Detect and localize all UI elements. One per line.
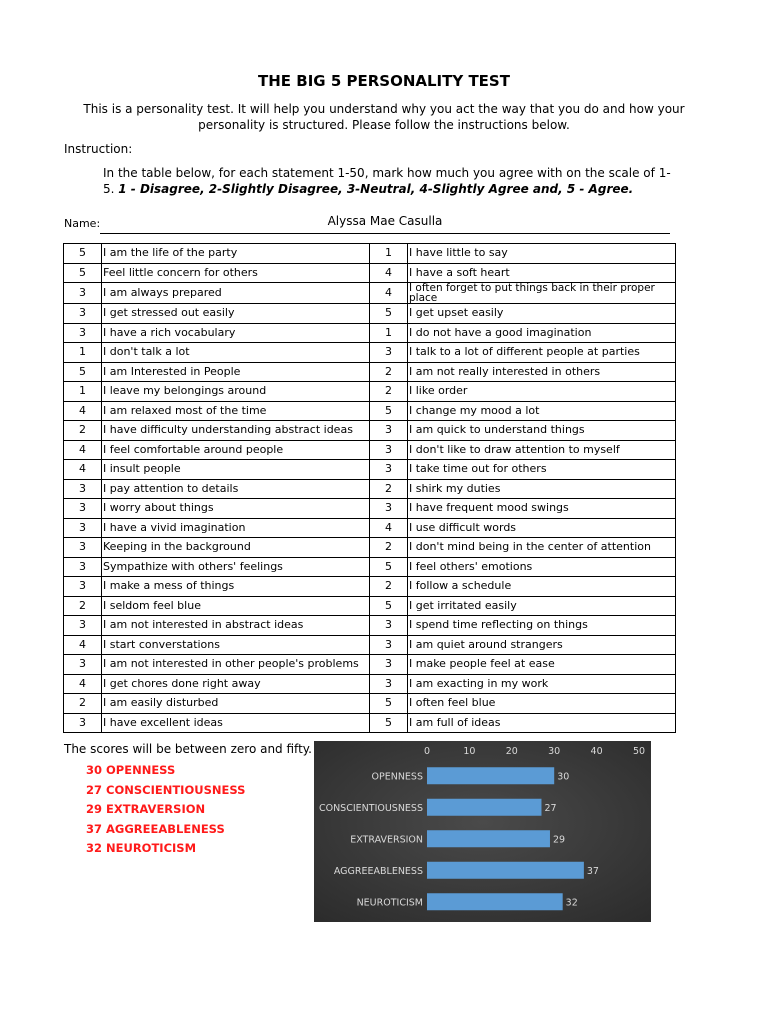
score-cell: 3 [370, 635, 408, 655]
statement-cell: I follow a schedule [408, 577, 676, 597]
table-row [64, 421, 676, 441]
score-cell: 3 [370, 655, 408, 675]
table-row [64, 440, 676, 460]
statement-cell: I start converstations [102, 635, 370, 655]
statement-cell: I often forget to put things back in their proper place [408, 283, 676, 304]
statement-cell: I do not have a good imagination [408, 323, 676, 343]
statement-cell: I am the life of the party [102, 244, 370, 264]
statement-cell: I change my mood a lot [408, 401, 676, 421]
table-row [64, 283, 676, 304]
statement-cell: I have frequent mood swings [408, 499, 676, 519]
statement-cell: I get upset easily [408, 304, 676, 324]
score-cell: 3 [370, 343, 408, 363]
score-cell: 4 [64, 635, 102, 655]
score-cell: 3 [64, 616, 102, 636]
statement-cell: I take time out for others [408, 460, 676, 480]
tick-label: 10 [463, 746, 476, 757]
statement-cell: I get stressed out easily [102, 304, 370, 324]
table-row [64, 635, 676, 655]
score-cell: 4 [64, 401, 102, 421]
table-row [64, 479, 676, 499]
statement-cell: I am always prepared [102, 283, 370, 304]
table-row [64, 401, 676, 421]
score-neuroticism: 32 NEUROTICISM [86, 841, 197, 855]
statement-cell: I don't like to draw attention to myself [408, 440, 676, 460]
statement-cell: I feel comfortable around people [102, 440, 370, 460]
score-cell: 3 [370, 440, 408, 460]
statement-cell: I have little to say [408, 244, 676, 264]
score-extraversion: 29 EXTRAVERSION [86, 802, 206, 816]
score-cell: 3 [64, 557, 102, 577]
table-row [64, 694, 676, 714]
statement-cell: I am not really interested in others [408, 362, 676, 382]
score-cell: 5 [64, 244, 102, 264]
statement-cell: I am Interested in People [102, 362, 370, 382]
statement-cell: I am quick to understand things [408, 421, 676, 441]
statement-cell: I am relaxed most of the time [102, 401, 370, 421]
statement-cell: I get chores done right away [102, 674, 370, 694]
chart-svg [314, 741, 651, 922]
table-row [64, 557, 676, 577]
score-cell: 3 [64, 499, 102, 519]
score-cell: 4 [64, 674, 102, 694]
statement-cell: I have a vivid imagination [102, 518, 370, 538]
table-row [64, 382, 676, 402]
table-row [64, 674, 676, 694]
score-cell: 4 [370, 518, 408, 538]
statement-cell: I make a mess of things [102, 577, 370, 597]
statement-cell: I use difficult words [408, 518, 676, 538]
scores-note: The scores will be between zero and fifty. [64, 742, 312, 756]
score-cell: 3 [64, 655, 102, 675]
tick-label: 20 [505, 746, 518, 757]
score-cell: 3 [370, 460, 408, 480]
statement-cell: I spend time reflecting on things [408, 616, 676, 636]
score-cell: 5 [64, 362, 102, 382]
score-cell: 3 [64, 538, 102, 558]
score-cell: 1 [370, 244, 408, 264]
data-label: 37 [586, 865, 599, 877]
bar [427, 767, 554, 784]
table-row [64, 244, 676, 264]
tick-label: 50 [632, 746, 646, 757]
statement-cell: I am exacting in my work [408, 674, 676, 694]
name-label: Name: [64, 217, 101, 230]
statement-cell: I have a soft heart [408, 263, 676, 283]
tick-label: 30 [548, 746, 561, 757]
instruction-body: In the table below, for each statement 1-50, mark how much you agree with on the scale of 1-5. [103, 166, 671, 196]
score-cell: 1 [64, 343, 102, 363]
statement-cell: I am not interested in other people's problems [102, 655, 370, 675]
statement-cell: Feel little concern for others [102, 263, 370, 283]
bar [427, 830, 550, 847]
statement-cell: Keeping in the background [102, 538, 370, 558]
score-cell: 4 [64, 440, 102, 460]
statement-cell: I make people feel at ease [408, 655, 676, 675]
score-cell: 3 [370, 421, 408, 441]
statement-cell: I don't mind being in the center of attention [408, 538, 676, 558]
table-row [64, 577, 676, 597]
statement-cell: I have difficulty understanding abstract ideas [102, 421, 370, 441]
name-field: Alyssa Mae Casulla [100, 214, 670, 234]
table-row [64, 343, 676, 363]
score-cell: 3 [64, 479, 102, 499]
score-cell: 3 [64, 323, 102, 343]
page-title: THE BIG 5 PERSONALITY TEST [258, 72, 510, 90]
statement-cell: I pay attention to details [102, 479, 370, 499]
score-cell: 2 [64, 596, 102, 616]
score-cell: 2 [370, 577, 408, 597]
instruction-text [103, 165, 671, 197]
intro-text: This is a personality test. It will help you understand why you act the way that you do and how your personality is structured. Please follow the instructions below. [83, 102, 685, 132]
bar [427, 862, 584, 879]
score-cell: 5 [370, 713, 408, 733]
score-cell: 5 [370, 694, 408, 714]
category-label: OPENNESS [371, 771, 423, 783]
table-row [64, 518, 676, 538]
tick-label: 40 [590, 746, 603, 757]
bar [427, 893, 563, 910]
table-row [64, 499, 676, 519]
score-cell: 5 [370, 557, 408, 577]
score-cell: 3 [370, 674, 408, 694]
data-label: 30 [557, 771, 570, 783]
scores-list [86, 761, 245, 859]
score-cell: 3 [64, 518, 102, 538]
score-cell: 3 [64, 283, 102, 304]
statement-cell: I am full of ideas [408, 713, 676, 733]
score-cell: 3 [370, 499, 408, 519]
score-cell: 3 [64, 713, 102, 733]
score-cell: 2 [370, 479, 408, 499]
data-label: 27 [544, 802, 557, 814]
table-row [64, 713, 676, 733]
score-cell: 1 [370, 323, 408, 343]
instruction-scale: 1 - Disagree, 2-Slightly Disagree, 3-Neutral, 4-Slightly Agree and, 5 - Agree. [118, 182, 634, 196]
category-label: NEUROTICISM [356, 897, 423, 909]
score-cell: 3 [370, 616, 408, 636]
table-row [64, 538, 676, 558]
statements-table [63, 243, 676, 733]
score-cell: 2 [64, 421, 102, 441]
data-label: 32 [565, 897, 578, 909]
table-row [64, 362, 676, 382]
score-cell: 3 [64, 577, 102, 597]
statement-cell: I talk to a lot of different people at parties [408, 343, 676, 363]
data-label: 29 [552, 834, 566, 846]
statement-cell: I worry about things [102, 499, 370, 519]
statement-cell: I insult people [102, 460, 370, 480]
statement-cell: I like order [408, 382, 676, 402]
statement-cell: I get irritated easily [408, 596, 676, 616]
statement-cell: I have a rich vocabulary [102, 323, 370, 343]
score-conscientiousness: 27 CONSCIENTIOUSNESS [86, 782, 246, 797]
statement-cell: I feel others' emotions [408, 557, 676, 577]
category-label: AGGREEABLENESS [333, 865, 423, 877]
statement-cell: I am not interested in abstract ideas [102, 616, 370, 636]
table-row [64, 263, 676, 283]
score-cell: 5 [64, 263, 102, 283]
table-row [64, 304, 676, 324]
statement-cell: I don't talk a lot [102, 343, 370, 363]
score-cell: 2 [370, 362, 408, 382]
table-row [64, 460, 676, 480]
score-cell: 2 [370, 538, 408, 558]
statement-cell: I leave my belongings around [102, 382, 370, 402]
category-label: CONSCIENTIOUSNESS [318, 802, 423, 814]
score-cell: 4 [370, 263, 408, 283]
score-cell: 1 [64, 382, 102, 402]
table-row [64, 616, 676, 636]
score-cell: 5 [370, 304, 408, 324]
table-row [64, 655, 676, 675]
category-label: EXTRAVERSION [350, 834, 423, 846]
score-cell: 5 [370, 401, 408, 421]
statement-cell: I seldom feel blue [102, 596, 370, 616]
tick-label: 0 [423, 746, 431, 757]
statement-cell: I shirk my duties [408, 479, 676, 499]
statement-cell: I often feel blue [408, 694, 676, 714]
bar [427, 799, 541, 816]
statement-cell: Sympathize with others' feelings [102, 557, 370, 577]
score-cell: 3 [64, 304, 102, 324]
score-cell: 4 [370, 283, 408, 304]
statement-cell: I have excellent ideas [102, 713, 370, 733]
score-openness: 30 OPENNESS [86, 763, 176, 777]
table-row [64, 596, 676, 616]
statement-cell: I am quiet around strangers [408, 635, 676, 655]
traits-bar-chart [314, 741, 651, 922]
score-cell: 2 [370, 382, 408, 402]
score-agreeableness: 37 AGGREEABLENESS [86, 821, 225, 836]
instruction-label: Instruction: [64, 142, 133, 156]
score-cell: 4 [64, 460, 102, 480]
score-cell: 5 [370, 596, 408, 616]
table-row [64, 323, 676, 343]
statement-cell: I am easily disturbed [102, 694, 370, 714]
score-cell: 2 [64, 694, 102, 714]
